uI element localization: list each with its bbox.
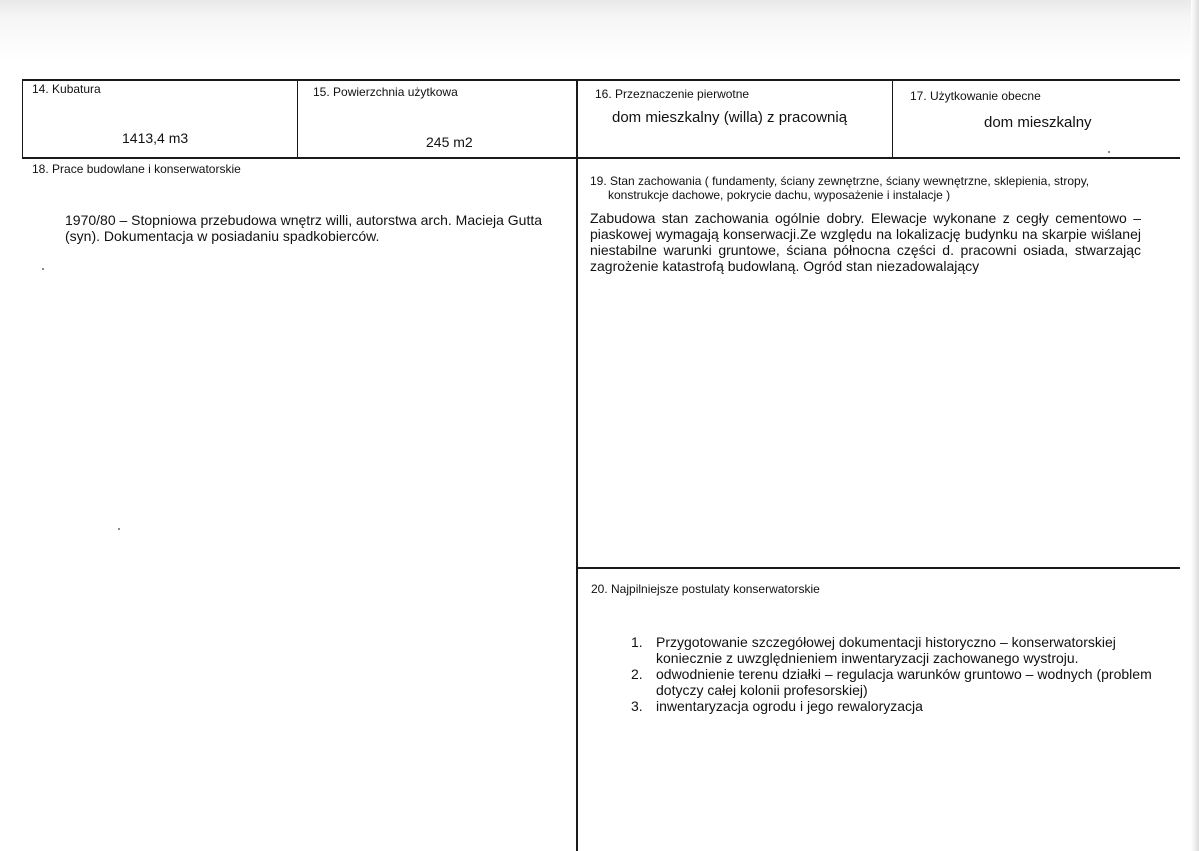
scan-shadow-top — [0, 0, 1199, 60]
col-divider-14-15 — [297, 79, 298, 159]
postulate-item — [626, 634, 1166, 666]
field-19-label — [590, 174, 1150, 202]
postulate-number: 3. — [631, 698, 643, 714]
field-19-text: Zabudowa stan zachowania ogólnie dobry. Elewacje wykonane z cegły cementowo – piaskowej wymagają konserwacji.Ze względu na lokalizację budynku na skarpie wiślanej niestabilne warunki gruntowe, ściana północna części d. pracowni osiada, stwarzając zagrożenie katastrofą budowlaną. Ogród stan niezadowalający — [590, 210, 1141, 274]
table-top-border — [22, 79, 1180, 81]
field-16-label: 16. Przeznaczenie pierwotne — [595, 87, 750, 101]
row-divider-1 — [22, 157, 1180, 159]
field-14-value: 1413,4 m3 — [122, 130, 189, 146]
field-17-value: dom mieszkalny — [984, 114, 1092, 131]
field-17-label: 17. Użytkowanie obecne — [910, 89, 1041, 103]
col-divider-16-17 — [892, 79, 893, 159]
field-20-label: 20. Najpilniejsze postulaty konserwatorskie — [591, 582, 820, 596]
field-18-label: 18. Prace budowlane i konserwatorskie — [32, 162, 241, 176]
postulate-item — [626, 698, 1166, 714]
col-divider-main — [576, 79, 578, 851]
postulate-text: odwodnienie terenu działki – regulacja warunków gruntowo – wodnych (problem dotyczy całej kolonii profesorskiej) — [656, 666, 1152, 698]
postulate-number: 2. — [631, 666, 643, 682]
postulate-item — [626, 666, 1166, 698]
field-15-label: 15. Powierzchnia użytkowa — [313, 85, 458, 99]
scan-speck — [1108, 151, 1110, 153]
field-15-value: 245 m2 — [426, 134, 473, 150]
scan-speck — [42, 268, 44, 270]
field-14-label: 14. Kubatura — [32, 82, 101, 96]
scan-shadow-right — [1191, 0, 1199, 851]
field-19-label-text: 19. Stan zachowania ( fundamenty, ściany zewnętrzne, ściany wewnętrzne, sklepienia, stropy, konstrukcje dachowe, pokrycie dachu, wyposażenie i instalacje ) — [590, 174, 1090, 202]
row-divider-2 — [578, 567, 1180, 569]
postulates-list — [626, 634, 1166, 714]
postulate-text: inwentaryzacja ogrodu i jego rewaloryzacja — [656, 698, 923, 714]
postulate-text: Przygotowanie szczegółowej dokumentacji historyczno – konserwatorskiej koniecznie z uwzględnieniem inwentaryzacji zachowanego wystroju. — [656, 634, 1116, 666]
scan-speck — [118, 528, 120, 530]
field-16-value: dom mieszkalny (willa) z pracownią — [612, 109, 848, 126]
postulate-number: 1. — [631, 634, 643, 650]
field-18-text: 1970/80 – Stopniowa przebudowa wnętrz willi, autorstwa arch. Macieja Gutta (syn). Dokumentacja w posiadaniu spadkobierców. — [65, 212, 543, 244]
left-border — [22, 79, 23, 159]
